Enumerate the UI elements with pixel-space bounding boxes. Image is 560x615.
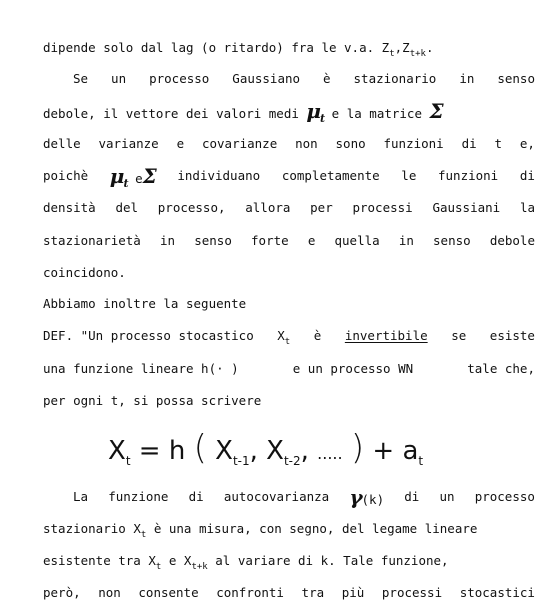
text-line-3: debole, il vettore dei valori medi $\mu_t$ e la matrice Σ (43, 99, 443, 125)
text-line-8: coincidono. (43, 265, 126, 280)
text-line-5: poichè $\mu_t$ eΣ individuano completamente le funzioni di (43, 164, 535, 190)
gamma-symbol: γ (349, 485, 362, 509)
text-line-7: stazionarietà in senso forte e quella in senso debole (43, 233, 535, 248)
invertibility-formula: $X_t = h$ ( $X_{t-1}$, $X_{t-2}$, ..... ) + $a_t$ (108, 428, 424, 468)
text-line-15: esistente tra $X_t$ e $X_{t+k}$ al variare di k. Tale funzione, (43, 553, 449, 572)
text-line-14: stazionario $X_t$ è una misura, con segno, del legame lineare (43, 521, 478, 540)
text-line-4: delle varianze e covarianze non sono funzioni di t e, (43, 136, 535, 151)
mu-symbol: $\mu_t$ (306, 99, 325, 125)
text-line-11: una funzione lineare h(· ) e un processo WN tale che, (43, 361, 535, 376)
text-line-2: Se un processo Gaussiano è stazionario in senso (73, 71, 535, 86)
text-line-13: La funzione di autocovarianza γ(k) di un processo (73, 485, 535, 509)
invertibile-term: invertibile (344, 328, 428, 343)
mu-symbol: $\mu_t$ (109, 164, 128, 190)
text-line-1: dipende solo dal lag (o ritardo) fra le v.a. $Z_t,Z_{t+k}$. (43, 40, 434, 59)
text-line-12: per ogni t, si possa scrivere (43, 393, 262, 408)
sigma-symbol: Σ (429, 99, 443, 123)
sigma-symbol: Σ (142, 164, 156, 188)
text-line-9: Abbiamo inoltre la seguente (43, 296, 247, 311)
text-line-16: però, non consente confronti tra più processi stocastici (43, 585, 535, 600)
text-line-6: densità del processo, allora per processi Gaussiani la (43, 200, 535, 215)
definition-line: DEF. "Un processo stocastico $X_t$ è invertibile se esiste (43, 328, 535, 347)
